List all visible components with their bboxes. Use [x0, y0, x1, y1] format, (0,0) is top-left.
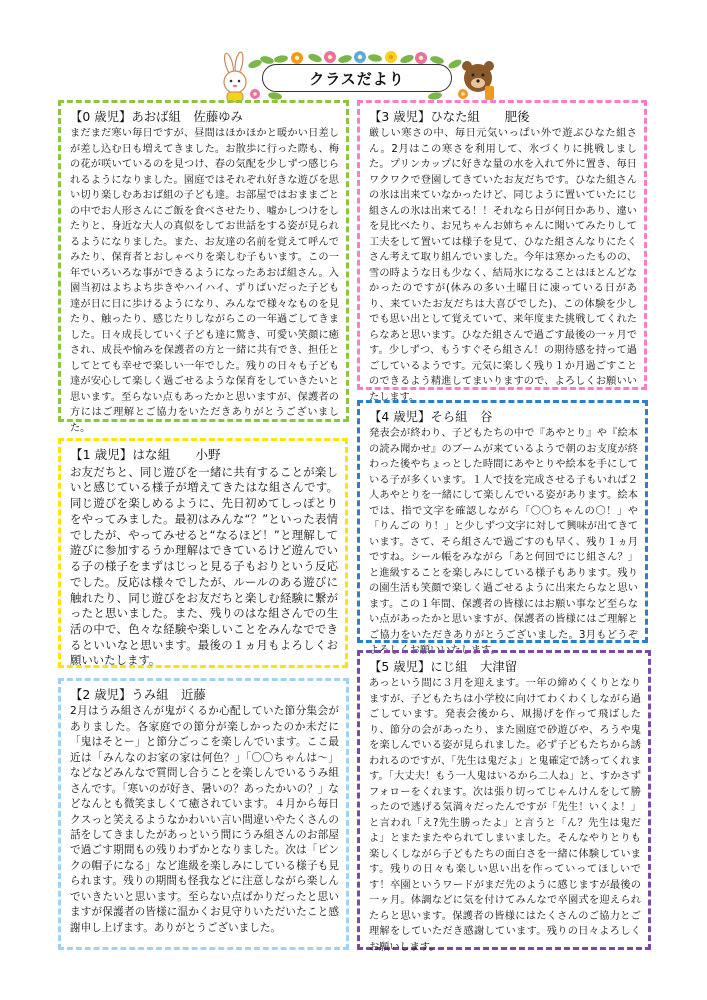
section-heading: 【0 歳児】あおば組 佐藤ゆみ — [70, 109, 243, 124]
rabbit-icon — [223, 52, 246, 102]
section-age5-niji — [357, 650, 651, 953]
section-age1-hana — [58, 438, 348, 668]
section-heading: 【1 歳児】はな組 小野 — [70, 447, 221, 462]
section-age3-hinata — [357, 100, 647, 403]
section-heading: 【5 歳児】にじ組 大津留 — [369, 659, 518, 674]
section-heading: 【4 歳児】そら組 谷 — [369, 409, 493, 424]
section-text: あっという間に３月を迎えます。一年の締めくくりとなりますが、子どもたちは小学校に向けてわくわくしながら過ごしています。発表会後から、凧揚げを作って飛ばしたり、節分の会があったり、また園庭で砂遊びや、ろうや鬼を楽しんでいる姿が見られました。必ず子どもたちから誘われるのですが、「先生は鬼だよ」と鬼確定で誘ってくれます。「大丈夫！もう一人鬼はいるから二人ね」と、すかさずフォローをくれます。次は張り切ってじゃんけんをして勝ったので逃げる気満々だったんですが「先生！いくよ！」と言われ「え?先生勝ったよ」と言うと「ん？先生は鬼だよ」とまたまたやられてしまいました。そんなやりとりも楽しくしながら子どもたちの面白さを一緒に体験しています。残りの日々も楽しい思い出を作っていってほしいです！卒園というワードがまだ先のように感じますが最後の一ヶ月。体調などに気を付けてみんなで卒園式を迎えられたらと思います。保護者の皆様にはたくさんのご協力とご理解をしていただき感謝しています。残りの日々よろしくお願いします。 — [369, 678, 641, 953]
section-heading: 【3 歳児】ひなた組 肥後 — [369, 109, 530, 124]
section-age0-aoba — [58, 100, 349, 434]
section-heading: 【2 歳児】うみ組 近藤 — [70, 687, 206, 702]
section-text: 2月はうみ組さんが鬼がくるか心配していた節分集会がありました。各家庭での節分が楽しかったのか未だに「鬼はそとー」と節分ごっこを楽しんでいます。ここ最近は「みんなのお家の家は何色？」「〇〇ちゃんは～」などなどみんなで質問し合うことを楽しんでいるうみ組さんです。「寒いのが好き、暑いの？あったかいの？」などなんとも微笑ましくて癒されています。４月から毎日クスっと笑えるようなかわいい言い間違いやたくさんの話をしてきましたがあっという間にうみ組さんのお部屋で過ごす期間もの残りわずかとなりました。次は「ピンクの帽子になる」など進級を楽しみにしている様子も見られます。残りの期間も怪我などに注意しながら楽しんでいきたいと思います。至らない点ばかりだったと思いますが保護者の皆様に温かくお見守りいただいたこと感謝申し上げます。ありがとうございました。 — [70, 705, 339, 934]
section-text: お友だちと、同じ遊びを一緒に共有することが楽しいと感じている様子が増えてきたはな組さんです。同じ遊びを楽しめるように、先日初めてしっぽとりをやってみました。最初はみんな“？”といった表情でしたが、やってみせると“なるほど！”と理解して遊びに参加するうか理解はできているけど遊んでいる子の様子をまずはじっと見る子もおりという反応でした。反応は様々でしたが、ルールのある遊びに触れたり、同じ遊びをお友だちと楽しむ経験に繋がったと思いました。また、残りのはな組さんでの生活の中で、色々な経験や楽しいことをみんなでできるといいなと思います。最後の１ヵ月もよろしくお願いいたします。 — [70, 464, 338, 668]
page-title: クラスだより — [262, 64, 452, 92]
section-text: 厳しい寒さの中、毎日元気いっぱい外で遊ぶひなた組さん。2月はこの寒さを利用して、氷づくりに挑戦しました。プリンカップに好きな量の水を入れて外に置き、毎日ワクワクで登園してきていたお友だちです。ひなた組さんの氷は出来ていなかったけど、同じように置いていたにじ組さんの氷は出来てる！！それなら日が何日かあり、違いを見比べたり、お兄ちゃんお姉ちゃんに聞いてみたりして工夫をして置いては様子を見て、ひなた組さんなりにたくさん考えて取り組んでいました。今年は寒かったものの、雪の時ような日も少なく、結局氷になることはほとんどなかったのですが(休みの多い土曜日に凍っている日があり、来ていたお友だちは大喜びでした)、この体験を少しでも思い出として覚えていて、来年度また挑戦してくれたらなあと思います。ひなた組さんで過ごす最後の一ヶ月です。少しずつ、もうすぐそら組さん！の期待感を持って過ごしているようです。元気に楽しく残り１か月過ごすことのできるよう精進してまいりますので、よろしくお願いいたします。 — [369, 128, 637, 403]
section-age4-sora — [357, 400, 648, 657]
section-text: まだまだ寒い毎日ですが、昼間はほかほかと暖かい日差しが差し込む日も増えてきました。お散歩に行った際も、梅の花が咲いているのを見つけ、春の気配を少しずつ感じられるようになりました。園庭ではそれぞれ好きな遊びを思い切り楽しむあおば組の子ども達。お部屋ではおままごとの中でお人形さんにご飯を食べさせたり、嘘かしつけをしたりと、身近な大人の真似をしてお世話をする姿が見られるようになりました。また、お友達の名前を覚えて呼んでみたり、保育者とおしゃべりを楽しむ子もいます。この一年でいろいろな事ができるようになったあおば組さん。入園当初はよちよち歩きやハイハイ、ずりばいだった子ども達が日に日に歩けるようになり、みんなで様々なものを見たり、触ったり、感じたりしながらこの一年過ごしてきました。日々成長していく子ども達に驚き、可愛い笑顔に癒され、成長や愉みを保護者の方と一緒に共有でき、担任としてとても幸せで楽しい一年でした。残りの日々も子ども達が安心して楽しく過ごせるような保育をしていきたいと思います。至らない点もあったかと思いますが、保護者の方にはご理解とご協力をいただきありがとうございました。 — [70, 128, 339, 434]
class-letter-header — [215, 50, 495, 104]
section-age2-umi — [58, 678, 349, 950]
section-text: 発表会が終わり、子どもたちの中で『あやとり』や『絵本の読み聞かせ』のブームが来ているようで朝のお支度が終わった後やちょっとした時間にあやとりや絵本を手にしている子が多くいます。１人で技を完成させる子もいれば２人あやとりを一緒にして楽しんでいる姿があります。絵本では、指で文字を確認しながら「〇〇ちゃんの〇！」や「りんごの り！」と少しずつ文字に対して興味が出てきています。さて、そら組さんで過ごすのも早く、残り１ヵ月ですね。シール帳をみながら「あと何回でにじ組さん？」と進級することを楽しみにしている様子もあります。残りの園生活も笑顔で楽しく過ごせるように出来たらなと思います。この１年間、保護者の皆様にはお願い事など至らない点があったかと思いますが、保護者の皆様にはご理解とご協力をいただきありがとうございました。3月もどうぞよろしくお願いいたします。 — [369, 428, 638, 657]
